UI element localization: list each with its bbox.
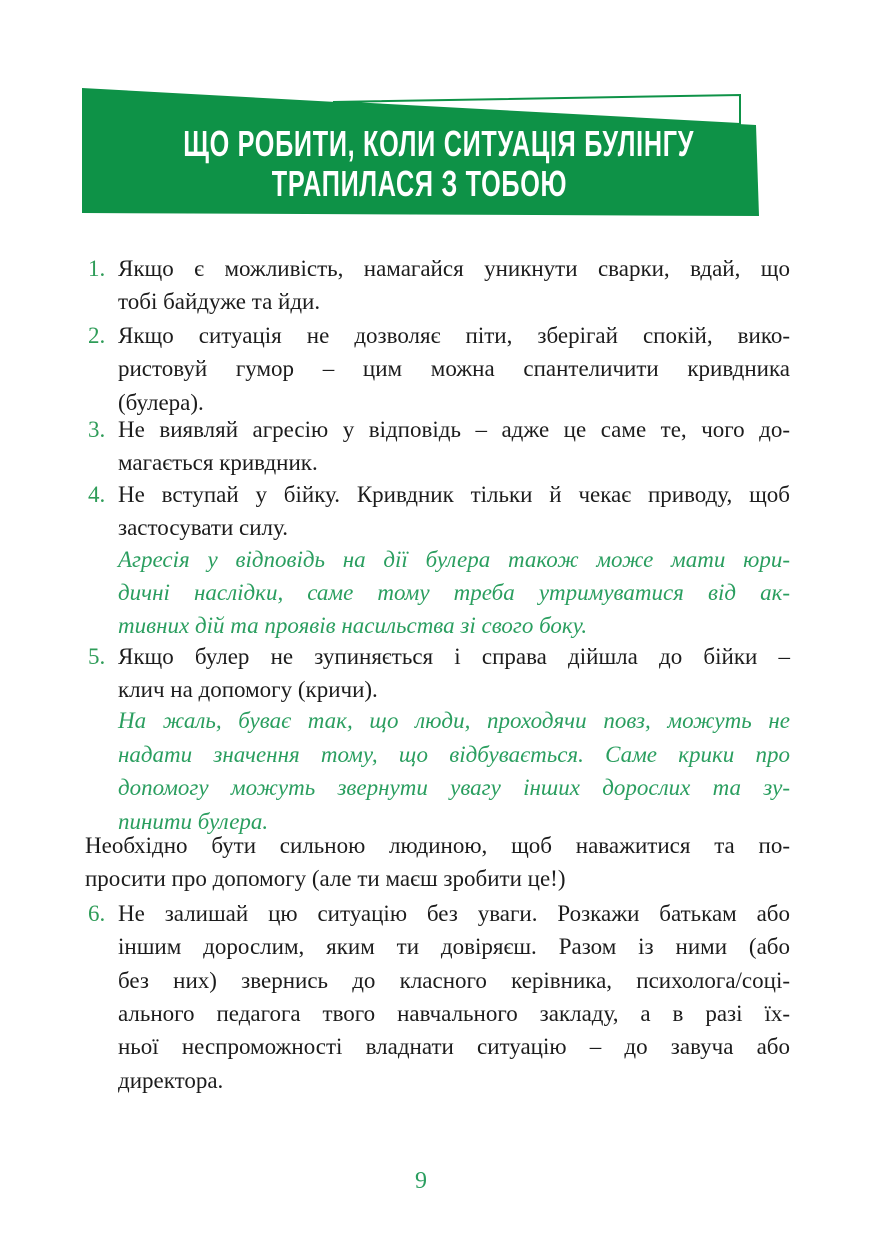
text-line: директора.: [118, 1067, 224, 1093]
text-line: Якщо булер не зупиняється і справа дійшла до бійки –: [118, 643, 790, 669]
text-line: (булера).: [118, 389, 204, 415]
list-number: 3.: [88, 416, 106, 442]
list-number: 6.: [88, 900, 106, 926]
text-line: ального педагога твого навчального закладу, а в разі їх-: [118, 1000, 790, 1026]
text-line: Якщо ситуація не дозволяє піти, зберігай спокій, вико-: [118, 322, 790, 348]
list-item: [85, 319, 790, 419]
text-line: надати значення тому, що відбувається. Саме крики про: [118, 741, 790, 767]
page-number: 9: [415, 1168, 427, 1194]
list-item: [85, 640, 790, 707]
page-title: [183, 123, 695, 204]
list-item: [85, 478, 790, 545]
text-line: клич на допомогу (кричи).: [118, 677, 378, 703]
text-line: пинити булера.: [118, 808, 269, 834]
text-line: ристовуй гумор – цим можна спантеличити кривдника: [118, 356, 790, 382]
text-line: іншим дорослим, яким ти довіряєш. Разом із ними (або: [118, 934, 790, 960]
text-line: просити про допомогу (але ти маєш зробити це!): [85, 866, 566, 892]
page-title-line1: ЩО РОБИТИ, КОЛИ СИТУАЦІЯ БУЛІНГУ: [183, 123, 695, 164]
page-title-line2: ТРАПИЛАСЯ З ТОБОЮ: [271, 163, 568, 204]
text-line: Якщо є можливість, намагайся уникнути сварки, вдай, що: [118, 256, 790, 281]
text-line: тобі байдуже та йди.: [118, 289, 321, 315]
note-paragraph: [85, 704, 790, 838]
text-line: Не вступай у бійку. Кривдник тільки й чекає приводу, щоб: [118, 481, 790, 507]
text-line: дичні наслідки, саме тому треба утримуватися від ак-: [118, 579, 790, 605]
text-line: Не залишай цю ситуацію без уваги. Розкажи батькам або: [118, 900, 790, 926]
list-item: [85, 897, 790, 1097]
text-line: Необхідно бути сильною людиною, щоб наважитися та по-: [85, 833, 790, 859]
list-number: 5.: [88, 643, 106, 669]
list-number: 2.: [88, 322, 106, 348]
text-line: магається кривдник.: [118, 450, 318, 476]
list-item: [85, 252, 790, 319]
text-line: застосувати силу.: [118, 515, 288, 541]
text-line: Агресія у відповідь на дії булера також може мати юри-: [118, 546, 790, 572]
text-line: без них) звернись до класного керівника, психолога/соці-: [118, 967, 790, 993]
text-line: ньої неспроможності владнати ситуацію – до завуча або: [118, 1034, 790, 1060]
content-list: [85, 252, 790, 1097]
chapter-banner: [0, 0, 875, 230]
text-line: допомогу можуть звернути увагу інших дорослих та зу-: [118, 775, 790, 801]
text-line: На жаль, буває так, що люди, проходячи повз, можуть не: [118, 708, 790, 734]
paragraph: [85, 829, 790, 896]
text-line: Не виявляй агресію у відповідь – адже це саме те, чого до-: [118, 416, 790, 442]
note-paragraph: [85, 543, 790, 643]
list-item: [85, 413, 790, 480]
list-number: 1.: [88, 256, 106, 281]
list-number: 4.: [88, 481, 106, 507]
text-line: тивних дій та проявів насильства зі свого боку.: [118, 613, 588, 639]
